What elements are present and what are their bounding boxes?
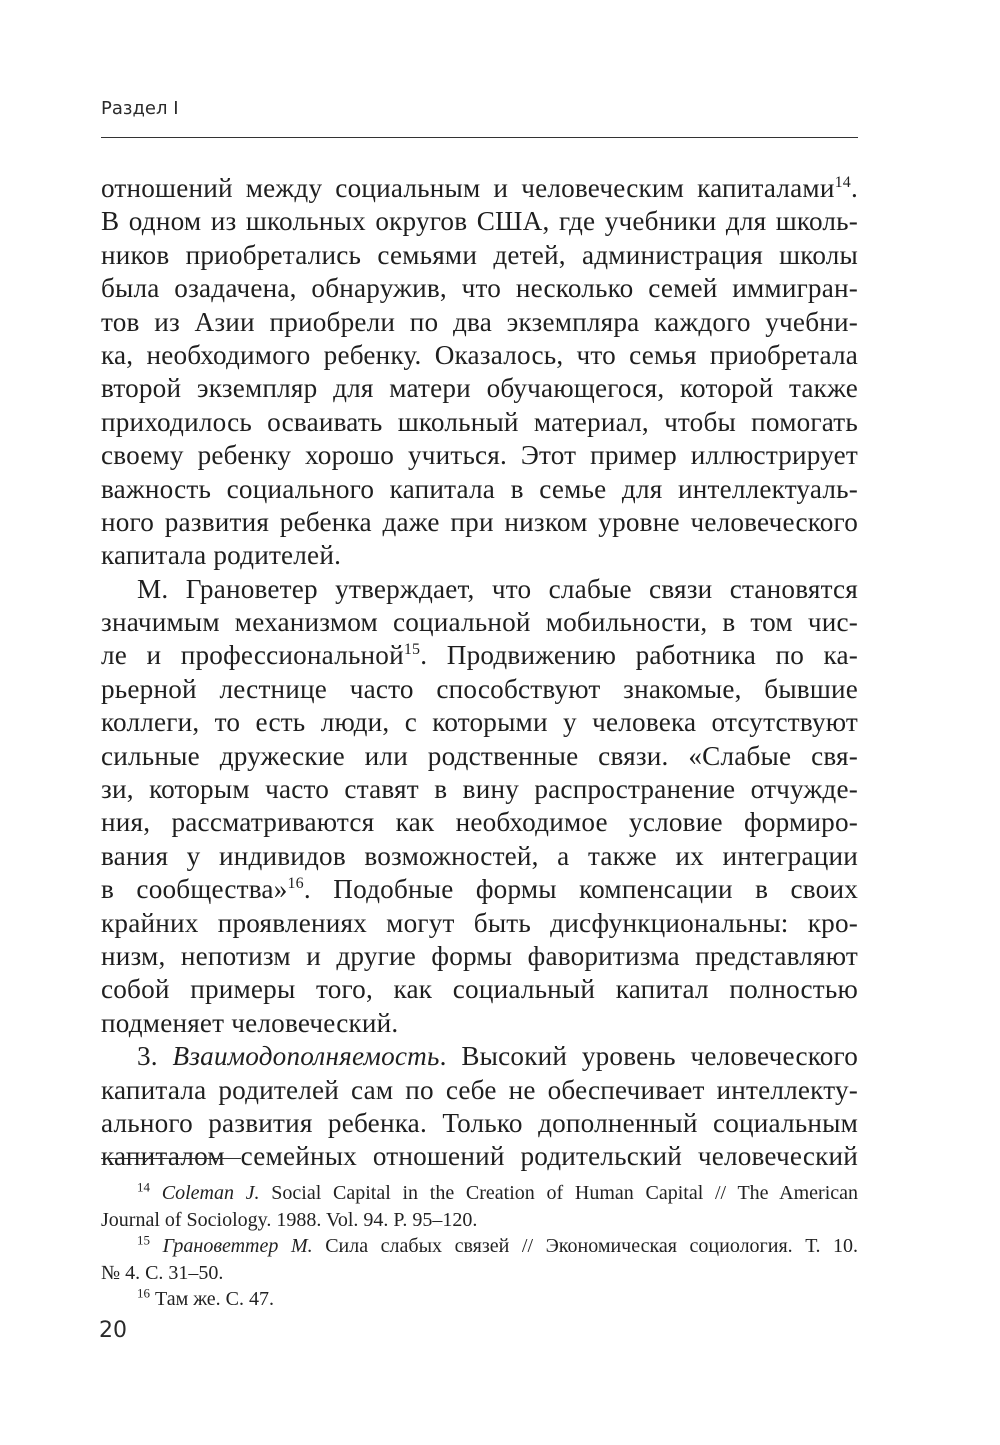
footnote-15-cont: № 4. С. 31–50. <box>101 1261 224 1284</box>
text-line: важность социального капитала в семье для интеллектуаль- <box>101 473 858 504</box>
text-line: М. Грановетер утверждает, что слабые связи становятся <box>137 573 858 604</box>
text-line: ального развития ребенка. Только дополненный социальным <box>101 1107 858 1138</box>
text-line: собой примеры того, как социальный капитал полностью <box>101 974 858 1005</box>
text-line: капиталом семейных отношений родительский человеческий <box>101 1141 858 1172</box>
footnote-ref[interactable]: 14 <box>834 173 851 191</box>
text-line: ния, рассматриваются как необходимое условие формиро- <box>101 807 858 838</box>
running-header: Раздел I <box>101 98 179 119</box>
page-number: 20 <box>99 1318 127 1343</box>
text-line: вания у индивидов возможностей, а также их интеграции <box>101 840 858 871</box>
text-line: второй экземпляр для матери обучающегося, которой также <box>101 373 858 404</box>
text-line: была озадачена, обнаружив, что несколько семей иммигран- <box>101 273 858 304</box>
text-line: отношений между социальным и человеческим капиталами$^{14}$. <box>101 173 858 203</box>
text-line: в сообщества»$^{16}$. Подобные формы компенсации в своих <box>101 874 858 905</box>
footnote-divider <box>101 1158 241 1159</box>
text-line: В одном из школьных округов США, где учебники для школь- <box>101 206 858 237</box>
text-line: рьерной лестнице часто способствуют знакомые, бывшие <box>101 673 858 704</box>
text-line: приходилось осваивать школьный материал, чтобы помогать <box>101 406 858 437</box>
footnote-ref[interactable]: 16 <box>287 875 304 893</box>
term-emphasis: Взаимодополняемость <box>172 1041 440 1072</box>
text-line: значимым механизмом социальной мобильности, в том чис- <box>101 607 858 638</box>
footnote-14: $^{14}$ Coleman J. Social Capital in the Creation of Human Capital // The American <box>137 1179 859 1204</box>
text-line: подменяет человеческий. <box>101 1007 399 1038</box>
text-line: крайних проявлениях могут быть дисфункциональны: кро- <box>101 907 858 938</box>
footnote-ref[interactable]: 15 <box>403 641 421 659</box>
text-line: тов из Азии приобрели по два экземпляра каждого учебни- <box>101 306 858 337</box>
text-line: низм, непотизм и другие формы фаворитизма представляют <box>101 940 858 971</box>
footnote-15: $^{15}$ Грановеттер М. Сила слабых связей // Экономическая социология. Т. 10. <box>137 1232 859 1257</box>
text-line: капитала родителей. <box>101 540 342 571</box>
text-line: ников приобретались семьями детей, администрация школы <box>101 239 858 270</box>
text-line: сильные дружеские или родственные связи. «Слабые свя- <box>101 740 858 771</box>
footnotes <box>101 1180 858 1313</box>
text-line: ка, необходимого ребенку. Оказалось, что семья приобретала <box>101 339 858 370</box>
text-line: 3. Взаимодополняемость. Высокий уровень человеческого <box>137 1041 858 1072</box>
text-line: зи, которым часто ставят в вину распространение отчужде- <box>101 774 858 805</box>
text-line: своему ребенку хорошо учиться. Этот пример иллюстрирует <box>101 440 858 471</box>
header-divider <box>101 137 858 138</box>
text-line: капитала родителей сам по себе не обеспечивает интеллекту- <box>101 1074 858 1105</box>
footnote-14-cont: Journal of Sociology. 1988. Vol. 94. P. 95–120. <box>101 1208 478 1231</box>
text-line: коллеги, то есть люди, с которыми у человека отсутствуют <box>101 707 858 738</box>
text-line: ле и профессиональной$^{15}$. Продвижению работника по ка- <box>101 640 859 671</box>
footnote-16: $^{16}$ Там же. С. 47. <box>137 1285 275 1310</box>
body-text <box>101 172 858 1174</box>
text-line: ного развития ребенка даже при низком уровне человеческого <box>101 506 858 537</box>
